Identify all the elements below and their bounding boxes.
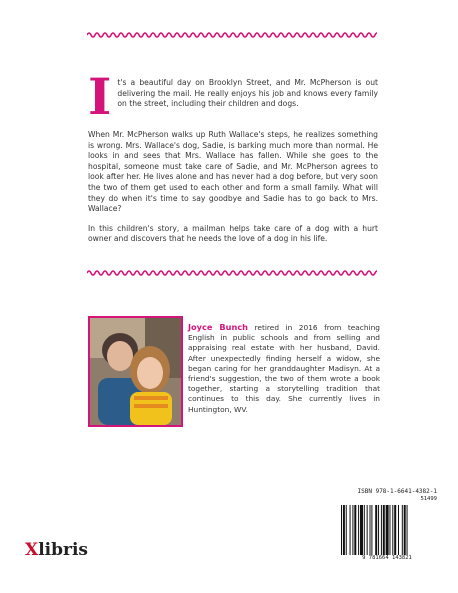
barcode-bar [398,505,399,555]
barcode-bar [341,505,342,555]
barcode-bar [371,505,372,555]
summary-intro-text: t's a beautiful day on Brooklyn Street, and Mr. McPherson is out delivering the mail. He really enjoys his job and knows every family on the street, including their children and dogs. [117,78,378,109]
barcode-digits: 9 781664 143821 [362,555,412,561]
barcode-bar [360,505,363,555]
author-bio-text: retired in 2016 from teaching English in public schools and from selling and appraising real estate with her husband, David. After unexpectedly finding herself a widow, she began caring for her granddaughter Madisyn. At a friend's suggestion, the two of them wrote a book together, starting a storytelling tradition that continues to this day. She currently lives in Huntington, WV. [188,323,380,414]
wavy-divider-top [87,30,377,40]
publisher-logo-x: X [25,540,39,560]
publisher-logo [25,540,88,560]
summary-intro [88,67,378,126]
summary-paragraph-3: In this children's story, a mailman helps take care of a dog with a hurt owner and discovers that he needs the love of a dog in his life. [88,223,378,244]
barcode-bar [352,505,353,555]
barcode [339,505,435,555]
barcode-bar [392,505,393,555]
barcode-bar [370,505,371,555]
barcode-bar [343,505,345,555]
drop-cap: I [88,67,112,126]
barcode-bar [346,505,347,555]
barcode-bar [350,505,351,555]
barcode-bar [383,505,385,555]
summary-paragraph-2: When Mr. McPherson walks up Ruth Wallace's steps, he realizes something is wrong. Mrs. Wallace's dog, Sadie, is barking much more than normal. He looks in and sees that Mrs. Wallace has fallen. While she goes to the hospital, someone must take care of Sadie, and Mr. McPherson agrees to look after her. He lives alone and has never had a dog before, but very soon the two of them get used to each other and form a small family. What will they do when it's time to say goodbye and Sadie has to go back to Mrs. Wallace? [88,130,378,214]
barcode-bar [402,505,403,555]
barcode-bar [364,505,365,555]
author-bio [188,322,380,415]
price-code: 51499 [420,496,437,502]
publisher-logo-rest: libris [38,540,88,560]
author-photo [88,316,183,427]
barcode-bar [404,505,406,555]
barcode-bar [375,505,377,555]
author-name: Joyce Bunch [188,322,249,332]
isbn-text: ISBN 978-1-6641-4382-1 [357,488,437,495]
barcode-bar [367,505,368,555]
barcode-bar [389,505,390,555]
book-summary [88,67,378,254]
barcode-bar [394,505,396,555]
barcode-bar [354,505,356,555]
barcode-bar [386,505,389,555]
wavy-divider-bottom [87,268,377,278]
isbn-barcode-block [337,488,437,572]
barcode-bar [381,505,382,555]
barcode-bar [358,505,359,555]
barcode-bar [378,505,379,555]
barcode-bar [407,505,408,555]
